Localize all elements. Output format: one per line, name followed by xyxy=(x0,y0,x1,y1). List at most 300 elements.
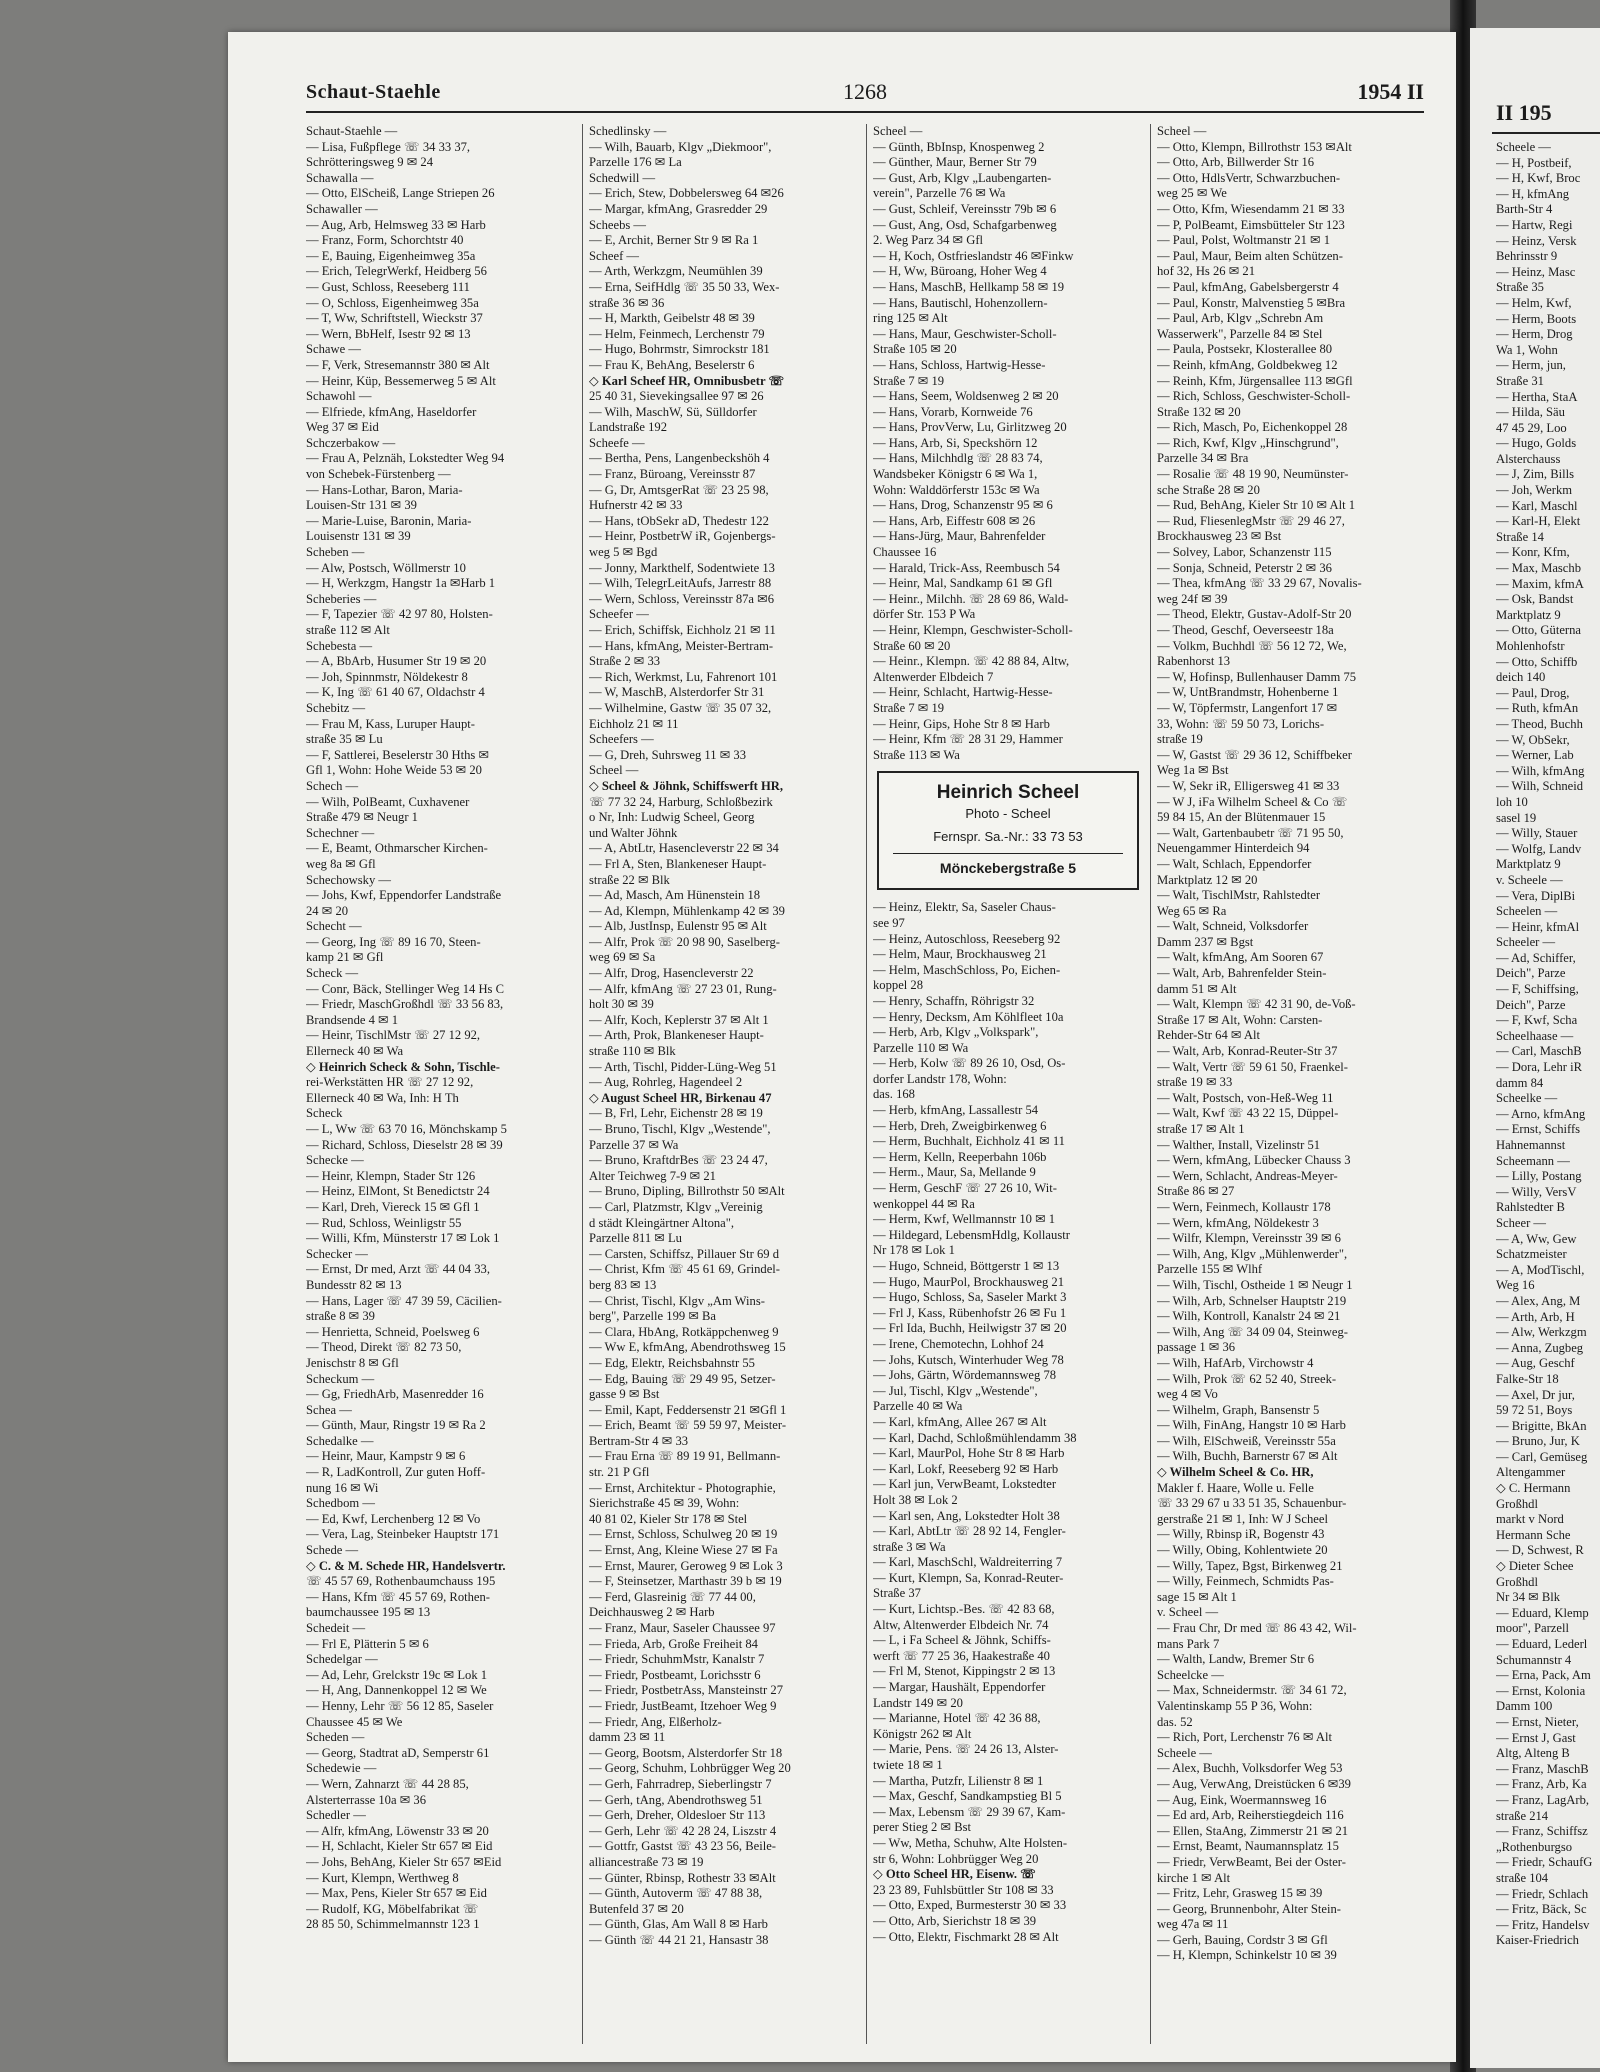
directory-entry-line: — Ernst, Schloss, Schulweg 20 ✉ 19 xyxy=(589,1527,778,1542)
directory-entry-line: — Heinr, TischlMstr ☏ 27 12 92, xyxy=(306,1028,481,1043)
directory-entry-line: — Hans, Drog, Schanzenstr 95 ✉ 6 xyxy=(873,498,1053,513)
directory-entry-line: — Walt, Schneid, Volksdorfer xyxy=(1157,919,1309,934)
directory-entry-line: — Carl, Platzmstr, Klgv „Vereinig xyxy=(589,1199,763,1214)
directory-entry-line: — Wilh, Kontroll, Kanalstr 24 ✉ 21 xyxy=(1157,1309,1341,1324)
directory-entry-line: str. 21 P Gfl xyxy=(589,1465,650,1480)
directory-entry-line: — Eduard, Lederl xyxy=(1496,1637,1588,1651)
directory-entry-line: — Hans, Kfm ☏ 45 57 69, Rothen- xyxy=(306,1589,490,1604)
directory-entry-line: — Friedr, Schlach xyxy=(1496,1886,1589,1901)
directory-entry-line: — Wilh, HafArb, Virchowstr 4 xyxy=(1157,1355,1314,1370)
directory-entry-line: — Hans-Jürg, Maur, Bahrenfelder xyxy=(873,529,1046,544)
directory-entry-line: — Max, Pens, Kieler Str 657 ✉ Eid xyxy=(306,1886,487,1901)
directory-entry-line: — Theod, Elektr, Gustav-Adolf-Str 20 xyxy=(1157,607,1352,622)
directory-entry-line: — F, Tapezier ☏ 42 97 80, Holsten- xyxy=(306,607,493,622)
directory-entry-line: — G, Dr, AmtsgerRat ☏ 23 25 98, xyxy=(589,482,769,497)
column-divider xyxy=(1150,124,1151,2044)
directory-entry-line: — Otto, Klempn, Billrothstr 153 ✉Alt xyxy=(1157,139,1352,154)
facing-page-header: II 195 xyxy=(1496,100,1552,125)
directory-entry-line: — Hugo, Schloss, Sa, Saseler Markt 3 xyxy=(873,1290,1067,1305)
directory-entry-line: — Willy, VersV xyxy=(1496,1184,1577,1199)
directory-entry-line: — Lisa, Fußpflege ☏ 34 33 37, xyxy=(306,139,471,154)
directory-entry-line: — Herm, Drog xyxy=(1496,327,1573,342)
directory-entry-line: Straße 17 ✉ Alt, Wohn: Carsten- xyxy=(1157,1012,1323,1027)
surname-heading: Scheelcke — xyxy=(1157,1667,1224,1682)
directory-entry-line: — Otto, Schiffb xyxy=(1496,654,1578,669)
directory-entry-line: das. 168 xyxy=(873,1087,915,1102)
directory-entry-line: — Harald, Trick-Ass, Reembusch 54 xyxy=(873,560,1060,575)
directory-entry-line: — Hans, ProvVerw, Lu, Girlitzweg 20 xyxy=(873,420,1067,435)
surname-heading: Schawohl — xyxy=(306,389,372,404)
directory-entry-line: Brockhausweg 23 ✉ Bst xyxy=(1157,529,1282,544)
directory-entry-line: Straße 14 xyxy=(1496,529,1544,544)
directory-entry-line: — W, Gastst ☏ 29 36 12, Schiffbeker xyxy=(1157,747,1352,762)
directory-entry-line: — Otto, HdlsVertr, Schwarzbuchen- xyxy=(1157,170,1341,185)
surname-heading: Schawaller — xyxy=(306,201,378,216)
directory-entry-line: — Hugo, Golds xyxy=(1496,436,1577,451)
directory-entry-line: — Friedr, Postbeamt, Lorichsstr 6 xyxy=(589,1667,761,1682)
directory-entry-line: Parzelle 110 ✉ Wa xyxy=(873,1040,969,1055)
directory-entry-line: — Carsten, Schiffsz, Pillauer Str 69 d xyxy=(589,1246,780,1261)
directory-entry-line: — Wern, Zahnarzt ☏ 44 28 85, xyxy=(306,1776,469,1791)
directory-entry-line: — Heinr, Schlacht, Hartwig-Hesse- xyxy=(873,685,1053,700)
directory-entry-line: Nr 34 ✉ Blk xyxy=(1496,1590,1561,1605)
directory-entry-line: — Wilhelm, Graph, Bansenstr 5 xyxy=(1157,1402,1320,1417)
directory-entry-line: — Otto, Elektr, Fischmarkt 28 ✉ Alt xyxy=(873,1929,1059,1944)
directory-entry-line: — Rich, Port, Lerchenstr 76 ✉ Alt xyxy=(1157,1730,1332,1745)
directory-entry-line: Landstr 149 ✉ 20 xyxy=(873,1695,963,1710)
directory-entry-line: ☏ 33 29 67 u 33 51 35, Schauenbur- xyxy=(1157,1496,1347,1511)
directory-entry-line: — Ernst, Nieter, xyxy=(1496,1714,1579,1729)
directory-entry-line: — Walt, Postsch, von-Heß-Weg 11 xyxy=(1157,1090,1334,1105)
directory-entry-line: — Ernst, Dr med, Arzt ☏ 44 04 33, xyxy=(306,1262,490,1277)
directory-entry-line: — Hugo, Schneid, Böttgerstr 1 ✉ 13 xyxy=(873,1259,1060,1273)
directory-entry-line: — Eduard, Klemp xyxy=(1496,1605,1589,1620)
directory-entry-line: — Alex, Buchh, Volksdorfer Weg 53 xyxy=(1157,1761,1343,1776)
surname-heading: Scheefers — xyxy=(589,732,654,747)
directory-entry-line: — F, Schiffsing, xyxy=(1496,982,1579,997)
directory-entry-line: — Günter, Rbinsp, Rothestr 33 ✉Alt xyxy=(589,1870,776,1885)
directory-entry-line: — Wilh, Ang, Klgv „Mühlenwerder", xyxy=(1157,1246,1348,1261)
directory-entry-line: straße 22 ✉ Blk xyxy=(589,872,670,887)
directory-entry-line: — H, Ww, Büroang, Hoher Weg 4 xyxy=(873,264,1047,279)
directory-entry-line: Jenischstr 8 ✉ Gfl xyxy=(306,1355,399,1370)
directory-entry-line: — Karl, kfmAng, Allee 267 ✉ Alt xyxy=(873,1414,1047,1429)
directory-entry-line: — Hans, tObSekr aD, Thedestr 122 xyxy=(589,513,769,528)
directory-entry-line: sche Straße 28 ✉ 20 xyxy=(1157,482,1260,497)
directory-entry-line: Straße 113 ✉ Wa xyxy=(873,747,960,762)
directory-entry-line: damm 23 ✉ 11 xyxy=(589,1730,666,1745)
directory-entry-line: — Walt, Arb, Bahrenfelder Stein- xyxy=(1157,966,1327,981)
directory-entry-line: Altengammer xyxy=(1496,1465,1566,1480)
surname-heading: Scheel — xyxy=(1157,124,1207,138)
directory-entry-line: Altg, Alteng B xyxy=(1496,1746,1570,1761)
directory-entry-line: — Gerh, Bauing, Cordstr 3 ✉ Gfl xyxy=(1157,1932,1328,1947)
directory-entry-line: — H, Markth, Geibelstr 48 ✉ 39 xyxy=(589,311,755,326)
directory-entry-line: Wasserwerk", Parzelle 84 ✉ Stel xyxy=(1157,326,1323,341)
directory-entry-line: — Gust, Schloss, Reeseberg 111 xyxy=(306,279,470,294)
directory-entry-line: — Rich, Masch, Po, Eichenkoppel 28 xyxy=(1157,420,1348,435)
directory-entry-line: — H, Werkzgm, Hangstr 1a ✉Harb 1 xyxy=(306,576,496,591)
directory-entry-line: Straße 7 ✉ 19 xyxy=(873,700,945,715)
directory-entry-line: — Walt, Kwf ☏ 43 22 15, Düppel- xyxy=(1157,1106,1339,1121)
directory-entry-line: straße 35 ✉ Lu xyxy=(306,732,383,747)
directory-entry-line: — Frl Ida, Buchh, Heilwigstr 37 ✉ 20 xyxy=(873,1321,1067,1336)
directory-entry-line: Straße 35 xyxy=(1496,280,1544,295)
directory-entry-line: Holt 38 ✉ Lok 2 xyxy=(873,1492,958,1507)
directory-entry-line: weg 47a ✉ 11 xyxy=(1157,1917,1229,1932)
directory-entry-line: Deich", Parze xyxy=(1496,966,1566,981)
surname-heading: Scheden — xyxy=(306,1730,365,1745)
directory-entry-line: — Gust, Schleif, Vereinsstr 79b ✉ 6 xyxy=(873,201,1057,216)
directory-entry-line: Scheck xyxy=(306,1106,343,1121)
directory-entry-line: — Heinr, Klempn, Geschwister-Scholl- xyxy=(873,623,1073,637)
directory-entry-line: gasse 9 ✉ Bst xyxy=(589,1387,660,1402)
directory-entry-line: — Ernst J, Gast xyxy=(1496,1730,1576,1745)
directory-entry-line: — Wilh, Arb, Schnelser Hauptstr 219 xyxy=(1157,1293,1347,1308)
directory-entry-line: kirche 1 ✉ Alt xyxy=(1157,1870,1231,1885)
directory-entry-line: — Jul, Tischl, Klgv „Westende", xyxy=(873,1383,1038,1398)
directory-entry-line: — Alw, Werkzgm xyxy=(1496,1325,1587,1340)
directory-entry-line: 40 81 02, Kieler Str 178 ✉ Stel xyxy=(589,1511,748,1526)
directory-entry-line: — Karl, Maschl xyxy=(1496,498,1578,513)
directory-entry-line: — W, Sekr iR, Elligersweg 41 ✉ 33 xyxy=(1157,778,1340,793)
directory-entry-line: Alsterchauss xyxy=(1496,451,1561,466)
directory-entry-line: — H, Kwf, Broc xyxy=(1496,171,1581,186)
directory-entry-line: — Wilh, Bauarb, Klgv „Diekmoor", xyxy=(589,139,772,154)
surname-heading: ◇ Wilhelm Scheel & Co. HR, xyxy=(1157,1465,1314,1480)
directory-entry-line: straße 110 ✉ Blk xyxy=(589,1044,676,1059)
directory-entry-line: — Hugo, MaurPol, Brockhausweg 21 xyxy=(873,1274,1064,1289)
column-3-entries-top xyxy=(873,124,1143,763)
directory-entry-line: — Alw, Postsch, Wöllmerstr 10 xyxy=(306,560,466,575)
directory-entry-line: — Hans, kfmAng, Meister-Bertram- xyxy=(589,638,774,653)
directory-entry-line: — Ed ard, Arb, Reiherstiegdeich 116 xyxy=(1157,1808,1344,1823)
directory-entry-line: — Franz, MaschB xyxy=(1496,1761,1589,1776)
directory-entry-line: — Frau M, Kass, Luruper Haupt- xyxy=(306,716,475,731)
directory-entry-line: dorfer Landstr 178, Wohn: xyxy=(873,1071,1007,1086)
directory-entry-line: — Gottfr, Gastst ☏ 43 23 56, Beile- xyxy=(589,1839,776,1854)
directory-entry-line: kamp 21 ✉ Gfl xyxy=(306,950,384,965)
directory-entry-line: — Max, Schneidermstr. ☏ 34 61 72, xyxy=(1157,1683,1347,1698)
directory-entry-line: Alsterterrasse 10a ✉ 36 xyxy=(306,1792,427,1807)
advertisement-box xyxy=(877,771,1139,890)
directory-entry-line: 2. Weg Parz 34 ✉ Gfl xyxy=(873,233,984,248)
surname-heading: Schedlinsky — xyxy=(589,124,667,138)
directory-entry-line: — Helm, MaschSchloss, Po, Eichen- xyxy=(873,962,1061,977)
directory-entry-line: — Rudolf, KG, Möbelfabrikat ☏ xyxy=(306,1901,479,1916)
directory-entry-line: — Carl, MaschB xyxy=(1496,1044,1582,1059)
surname-heading: Scheben — xyxy=(306,545,365,560)
directory-entry-line: — Friedr, SchaufG xyxy=(1496,1855,1593,1870)
directory-entry-line: und Walter Jöhnk xyxy=(589,825,678,840)
directory-entry-line: — Heinr, Mal, Sandkamp 61 ✉ Gfl xyxy=(873,576,1053,591)
directory-entry-line: — Ferd, Glasreinig ☏ 77 44 00, xyxy=(589,1589,756,1604)
ad-address: Mönckebergstraße 5 xyxy=(893,853,1123,878)
directory-entry-line: — Hertha, StaA xyxy=(1496,389,1578,404)
surname-heading: Scheckum — xyxy=(306,1371,375,1386)
directory-entry-line: baumchaussee 195 ✉ 13 xyxy=(306,1605,431,1620)
directory-entry-line: 28 85 50, Schimmelmannstr 123 1 xyxy=(306,1917,480,1932)
directory-entry-line: Parzelle 40 ✉ Wa xyxy=(873,1399,963,1414)
directory-entry-line: — Marianne, Hotel ☏ 42 36 88, xyxy=(873,1711,1041,1726)
surname-heading: Schaut-Staehle — xyxy=(306,124,398,138)
directory-entry-line: Rehder-Str 64 ✉ Alt xyxy=(1157,1028,1260,1043)
directory-entry-line: — H, kfmAng xyxy=(1496,186,1570,201)
surname-heading: Scheemann — xyxy=(1496,1153,1570,1168)
directory-entry-line: — Sonja, Schneid, Peterstr 2 ✉ 36 xyxy=(1157,560,1332,575)
directory-entry-line: straße 36 ✉ 36 xyxy=(589,295,665,310)
directory-entry-line: — Alfr, Koch, Keplerstr 37 ✉ Alt 1 xyxy=(589,1012,769,1027)
directory-entry-line: — Helm, Feinmech, Lerchenstr 79 xyxy=(589,326,765,341)
directory-entry-line: — Hildegard, LebensmHdlg, Kollaustr xyxy=(873,1227,1070,1242)
directory-entry-line: — Hilda, Säu xyxy=(1496,405,1565,420)
page-header xyxy=(306,77,1424,113)
directory-entry-line: — Bruno, KraftdrBes ☏ 23 24 47, xyxy=(589,1153,768,1168)
surname-heading: Scheeler — xyxy=(1496,935,1556,950)
directory-entry-line: verein", Parzelle 76 ✉ Wa xyxy=(873,186,1006,201)
directory-entry-line: — Walt, Klempn ☏ 42 31 90, de-Voß- xyxy=(1157,997,1356,1012)
directory-entry-line: — Günther, Maur, Berner Str 79 xyxy=(873,155,1037,170)
directory-entry-line: — Frieda, Arb, Große Freiheit 84 xyxy=(589,1636,758,1651)
directory-entry-line: — Aug, Rohrleg, Hagendeel 2 xyxy=(589,1075,743,1090)
directory-entry-line: Weg 16 xyxy=(1496,1278,1535,1293)
directory-entry-line: Damm 100 xyxy=(1496,1699,1553,1714)
directory-entry-line: straße 112 ✉ Alt xyxy=(306,623,390,637)
surname-heading: Schedler — xyxy=(306,1808,366,1823)
directory-entry-line: — Vera, Lag, Steinbeker Hauptstr 171 xyxy=(306,1527,500,1542)
directory-entry-line: ☏ 45 57 69, Rothenbaumchauss 195 xyxy=(306,1574,496,1589)
column-divider xyxy=(866,124,867,2044)
directory-entry-line: — Friedr, JustBeamt, Itzehoer Weg 9 xyxy=(589,1698,777,1713)
surname-heading: Scheelhaase — xyxy=(1496,1028,1574,1043)
directory-entry-line: — Johs, Kwf, Eppendorfer Landstraße xyxy=(306,888,502,903)
directory-entry-line: — E, Beamt, Othmarscher Kirchen- xyxy=(306,841,488,856)
surname-heading: ◇ August Scheel HR, Birkenau 47 xyxy=(589,1090,772,1105)
directory-entry-line: Hermann Sche xyxy=(1496,1527,1571,1542)
directory-entry-line: — Franz, Schiffsz xyxy=(1496,1824,1588,1839)
directory-entry-line: Straße 105 ✉ 20 xyxy=(873,342,957,357)
directory-entry-line: — Theod, Geschf, Oeverseestr 18a xyxy=(1157,623,1334,637)
directory-entry-line: — Paul, kfmAng, Gabelsbergerstr 4 xyxy=(1157,279,1339,294)
directory-entry-line: — Edg, Bauing ☏ 29 49 95, Setzer- xyxy=(589,1371,776,1386)
directory-entry-line: — Kurt, Klempn, Werthweg 8 xyxy=(306,1870,459,1885)
directory-entry-line: — Heinr, kfmAl xyxy=(1496,919,1580,934)
directory-entry-line: Großhdl xyxy=(1496,1574,1538,1589)
directory-entry-line: Parzelle 176 ✉ La xyxy=(589,155,682,170)
directory-entry-line: — Bruno, Jur, K xyxy=(1496,1434,1580,1449)
directory-entry-line: nung 16 ✉ Wi xyxy=(306,1480,379,1495)
directory-entry-line: — Arth, Werkzgm, Neumühlen 39 xyxy=(589,264,763,279)
directory-entry-line: — Alfr, Drog, Hasencleverstr 22 xyxy=(589,966,754,981)
column-1 xyxy=(306,124,576,2044)
directory-entry-line: — Herb, Dreh, Zweigbirkenweg 6 xyxy=(873,1118,1047,1133)
directory-entry-line: Altw, Altenwerder Elbdeich Nr. 74 xyxy=(873,1617,1049,1632)
directory-entry-line: — Ad, Schiffer, xyxy=(1496,950,1576,965)
directory-entry-line: — Marie-Luise, Baronin, Maria- xyxy=(306,513,472,528)
directory-entry-line: Weg 65 ✉ Ra xyxy=(1157,903,1227,918)
directory-entry-line: — Karl, Dreh, Viereck 15 ✉ Gfl 1 xyxy=(306,1199,480,1214)
directory-entry-line: — Reinh, Kfm, Jürgensallee 113 ✉Gfl xyxy=(1157,373,1353,388)
directory-entry-line: — Erna, SeifHdlg ☏ 35 50 33, Wex- xyxy=(589,279,780,294)
directory-entry-line: — Erich, Stew, Dobbelersweg 64 ✉26 xyxy=(589,186,784,201)
directory-entry-line: Weg 1a ✉ Bst xyxy=(1157,763,1229,778)
directory-entry-line: — Werner, Lab xyxy=(1496,748,1574,763)
directory-entry-line: — F, Kwf, Scha xyxy=(1496,1013,1578,1028)
directory-entry-line: twiete 18 ✉ 1 xyxy=(873,1758,943,1772)
directory-entry-line: — Wilfr, Klempn, Vereinsstr 39 ✉ 6 xyxy=(1157,1231,1341,1246)
directory-entry-line: — Conr, Bäck, Stellinger Weg 14 Hs C xyxy=(306,981,504,996)
surname-heading: Scheelen — xyxy=(1496,904,1558,919)
directory-entry-line: — Paul, Polst, Woltmanstr 21 ✉ 1 xyxy=(1157,233,1331,248)
directory-entry-line: — Friedr, PostbetrAss, Mansteinstr 27 xyxy=(589,1683,783,1698)
directory-entry-line: — Rosalie ☏ 48 19 90, Neumünster- xyxy=(1157,467,1349,482)
directory-entry-line: — Frau K, BehAng, Beselerstr 6 xyxy=(589,357,755,372)
directory-entry-line: — Walther, Install, Vizelinstr 51 xyxy=(1157,1137,1321,1152)
directory-entry-line: — Wilh, ElSchweiß, Vereinsstr 55a xyxy=(1157,1433,1336,1448)
directory-entry-line: — Hans, Arb, Eiffestr 608 ✉ 26 xyxy=(873,513,1036,528)
directory-entry-line: — Friedr, Ang, Elßerholz- xyxy=(589,1714,722,1729)
directory-entry-line: — Max, Geschf, Sandkampstieg Bl 5 xyxy=(873,1789,1062,1804)
directory-entry-line: Alter Teichweg 7-9 ✉ 21 xyxy=(589,1168,716,1183)
directory-entry-line: — J, Zim, Bills xyxy=(1496,467,1575,482)
directory-entry-line: — O, Schloss, Eigenheimweg 35a xyxy=(306,295,479,310)
directory-entry-line: straße 8 ✉ 39 xyxy=(306,1309,375,1324)
directory-entry-line: — Herm, Buchhalt, Eichholz 41 ✉ 11 xyxy=(873,1134,1065,1149)
directory-entry-line: — Henry, Decksm, Am Köhlfleet 10a xyxy=(873,1009,1064,1024)
directory-entry-line: — Georg, Schuhm, Lohbrügger Weg 20 xyxy=(589,1761,791,1776)
directory-entry-line: — Ad, Klempn, Mühlenkamp 42 ✉ 39 xyxy=(589,903,785,918)
directory-entry-line: — Bruno, Tischl, Klgv „Westende", xyxy=(589,1122,771,1136)
directory-entry-line: dörfer Str. 153 P Wa xyxy=(873,607,976,622)
directory-entry-line: — Hans, Schloss, Hartwig-Hesse- xyxy=(873,357,1046,372)
directory-entry-line: — Alfr, Prok ☏ 20 98 90, Saselberg- xyxy=(589,934,780,949)
directory-entry-line: — Friedr, VerwBeamt, Bei der Oster- xyxy=(1157,1854,1346,1869)
directory-entry-line: — Aug, VerwAng, Dreistücken 6 ✉39 xyxy=(1157,1776,1351,1791)
directory-entry-line: holt 30 ✉ 39 xyxy=(589,997,654,1012)
directory-entry-line: — Johs, Kutsch, Winterhuder Weg 78 xyxy=(873,1352,1064,1367)
surname-heading: ◇ Heinrich Scheck & Sohn, Tischle- xyxy=(306,1059,500,1074)
column-3-entries-bottom xyxy=(873,900,1143,1945)
directory-entry-line: — Hans, Lager ☏ 47 39 59, Cäcilien- xyxy=(306,1293,502,1308)
directory-entry-line: — Gg, FriedhArb, Masenredder 16 xyxy=(306,1387,484,1402)
directory-entry-line: Behrinsstr 9 xyxy=(1496,249,1558,264)
directory-entry-line: — Ww E, kfmAng, Abendrothsweg 15 xyxy=(589,1340,786,1355)
directory-entry-line: — Martha, Putzfr, Lilienstr 8 ✉ 1 xyxy=(873,1773,1044,1788)
directory-entry-line: — Theod, Buchh xyxy=(1496,716,1583,731)
directory-entry-line: — Karl, Lokf, Reeseberg 92 ✉ Harb xyxy=(873,1461,1059,1476)
surname-heading: Scheel — xyxy=(589,763,639,778)
facing-page xyxy=(1470,28,1600,2068)
directory-entry-line: straße 17 ✉ Alt 1 xyxy=(1157,1122,1245,1136)
directory-entry-line: weg 8a ✉ Gfl xyxy=(306,856,376,871)
directory-entry-line: — Walth, Landw, Bremer Str 6 xyxy=(1157,1652,1315,1667)
directory-entry-line: — F, Verk, Stresemannstr 380 ✉ Alt xyxy=(306,357,490,372)
surname-heading: ◇ C. Hermann xyxy=(1496,1481,1571,1496)
directory-entry-line: — Herm, jun, xyxy=(1496,358,1566,373)
directory-entry-line: 24 ✉ 20 xyxy=(306,903,349,918)
directory-entry-line: — Wern, kfmAng, Nöldekestr 3 xyxy=(1157,1215,1319,1230)
directory-entry-line: — Willy, Rbinsp iR, Bogenstr 43 xyxy=(1157,1527,1325,1542)
directory-entry-line: — Ed, Kwf, Lerchenberg 12 ✉ Vo xyxy=(306,1511,481,1526)
directory-entry-line: see 97 xyxy=(873,915,905,930)
surname-heading: Schedelgar — xyxy=(306,1652,378,1667)
directory-entry-line: — Frau A, Pelznäh, Lokstedter Weg 94 xyxy=(306,451,505,466)
directory-entry-line: — Kurt, Klempn, Sa, Konrad-Reuter- xyxy=(873,1570,1064,1585)
directory-entry-line: — Erich, Beamt ☏ 59 59 97, Meister- xyxy=(589,1418,787,1433)
directory-entry-line: Marktplatz 9 xyxy=(1496,607,1561,622)
directory-entry-line: — Wilh, TelegrLeitAufs, Jarrestr 88 xyxy=(589,576,772,591)
directory-entry-line: — Wilh, Ang ☏ 34 09 04, Steinweg- xyxy=(1157,1324,1348,1339)
directory-entry-line: — Aug, Arb, Helmsweg 33 ✉ Harb xyxy=(306,217,486,232)
directory-entry-line: — Otto, Kfm, Wiesendamm 21 ✉ 33 xyxy=(1157,201,1345,216)
page-number: 1268 xyxy=(843,79,887,104)
directory-entry-line: — Ernst, Beamt, Naumannsplatz 15 xyxy=(1157,1839,1339,1854)
directory-entry-line: — Aug, Geschf xyxy=(1496,1356,1575,1371)
directory-entry-line: straße 3 ✉ Wa xyxy=(873,1539,946,1554)
directory-entry-line: — Paul, Drog, xyxy=(1496,685,1570,700)
directory-entry-line: — Heinz, Elektr, Sa, Saseler Chaus- xyxy=(873,900,1056,915)
surname-heading: Schea — xyxy=(306,1402,352,1417)
directory-entry-line: Louisenstr 131 ✉ 39 xyxy=(306,529,411,544)
directory-entry-line: straße 19 xyxy=(1157,732,1203,747)
surname-heading: Schedwill — xyxy=(589,170,656,185)
directory-entry-line: — Heinz, ElMont, St Benedictstr 24 xyxy=(306,1184,490,1199)
directory-entry-line: — Henry, Schaffn, Röhrigstr 32 xyxy=(873,993,1035,1008)
header-name-range: Schaut-Staehle xyxy=(306,81,441,103)
directory-entry-line: Hufnerstr 42 ✉ 33 xyxy=(589,498,683,513)
directory-entry-line: — Hans, MaschB, Hellkamp 58 ✉ 19 xyxy=(873,279,1065,294)
directory-entry-line: — H, Klempn, Schinkelstr 10 ✉ 39 xyxy=(1157,1948,1337,1963)
directory-entry-line: — Wern, BbHelf, Isestr 92 ✉ 13 xyxy=(306,326,471,341)
directory-entry-line: Hahnemannst xyxy=(1496,1138,1566,1152)
directory-entry-line: 59 84 15, An der Blütenmauer 15 xyxy=(1157,810,1326,825)
directory-entry-line: — W, ObSekr, xyxy=(1496,732,1570,747)
directory-entry-line: — Wilhelmine, Gastw ☏ 35 07 32, xyxy=(589,700,772,715)
ad-subtitle: Photo - Scheel xyxy=(965,806,1051,822)
surname-heading: Schechowsky — xyxy=(306,872,391,887)
directory-entry-line: — Vera, DiplBi xyxy=(1496,888,1576,903)
directory-entry-line: — Alfr, kfmAng ☏ 27 23 01, Rung- xyxy=(589,981,777,996)
directory-entry-line: — Ww, Metha, Schuhw, Alte Holsten- xyxy=(873,1835,1068,1850)
directory-entry-line: — Heinr, Maur, Kampstr 9 ✉ 6 xyxy=(306,1449,466,1464)
directory-entry-line: — Wern, Schloss, Vereinsstr 87a ✉6 xyxy=(589,591,775,606)
directory-entry-line: — Herm, Boots xyxy=(1496,311,1577,326)
directory-entry-line: — Fritz, Lehr, Grasweg 15 ✉ 39 xyxy=(1157,1886,1323,1901)
directory-entry-line: weg 5 ✉ Bgd xyxy=(589,545,658,560)
directory-entry-line: — H, Ang, Dannenkoppel 12 ✉ We xyxy=(306,1683,487,1698)
directory-entry-line: — Heinz, Versk xyxy=(1496,233,1577,248)
directory-entry-line: — Fritz, Bäck, Sc xyxy=(1496,1902,1587,1917)
surname-heading: Scheefe — xyxy=(589,435,645,450)
directory-entry-line: — Hans, Vorarb, Kornweide 76 xyxy=(873,404,1033,419)
surname-heading: ◇ Karl Scheef HR, Omnibusbetr ☏ xyxy=(589,373,785,388)
directory-entry-line: — Otto, Güterna xyxy=(1496,623,1581,638)
directory-entry-line: Schumannstr 4 xyxy=(1496,1652,1572,1667)
directory-entry-line: — Günth ☏ 44 21 21, Hansastr 38 xyxy=(589,1932,769,1947)
directory-entry-line: — Ellen, StaAng, Zimmerstr 21 ✉ 21 xyxy=(1157,1823,1349,1838)
surname-heading: Schawe — xyxy=(306,342,361,357)
directory-entry-line: perer Stieg 2 ✉ Bst xyxy=(873,1820,971,1835)
directory-entry-line: alliancestraße 73 ✉ 19 xyxy=(589,1854,704,1869)
directory-entry-line: — Carl, Gemüseg xyxy=(1496,1449,1588,1464)
directory-entry-line: Bundesstr 82 ✉ 13 xyxy=(306,1277,402,1292)
directory-entry-line: — Heinz, Autoschloss, Reeseberg 92 xyxy=(873,931,1061,946)
directory-entry-line: — Rud, FliesenlegMstr ☏ 29 46 27, xyxy=(1157,513,1345,528)
directory-entry-line: — Bertha, Pens, Langenbeckshöh 4 xyxy=(589,451,770,466)
directory-entry-line: — Walt, Schlach, Eppendorfer xyxy=(1157,856,1312,871)
directory-entry-line: markt v Nord xyxy=(1496,1512,1564,1527)
directory-entry-line: — Joh, Spinnmstr, Nöldekestr 8 xyxy=(306,669,468,684)
